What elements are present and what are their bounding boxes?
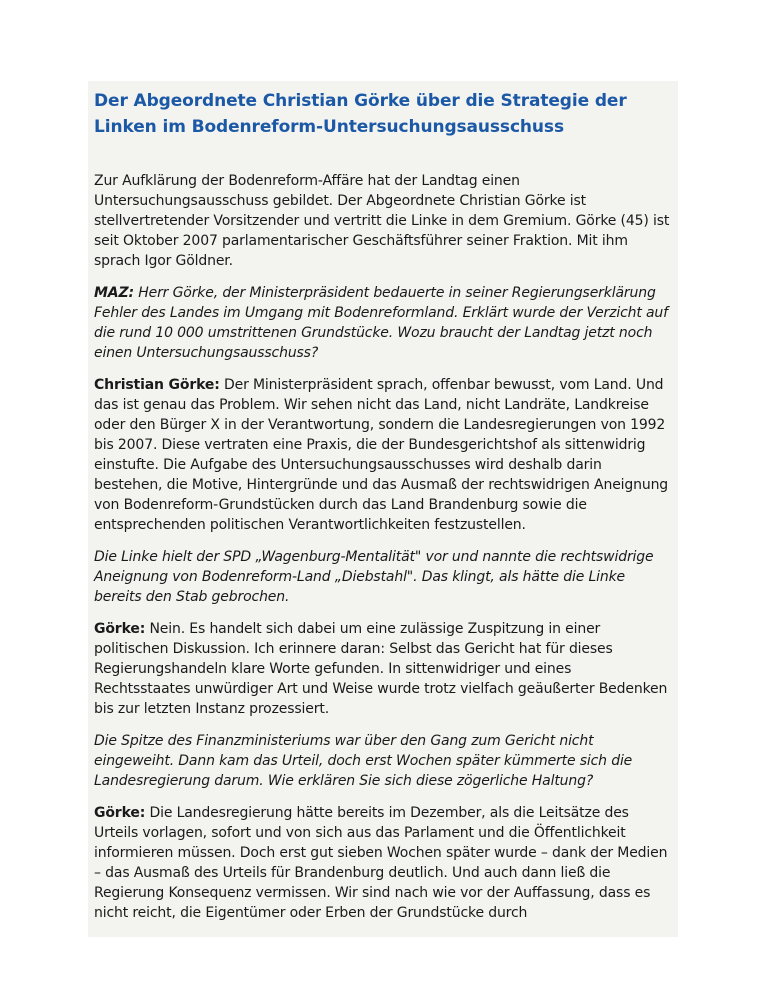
answer-2-text: Nein. Es handelt sich dabei um eine zulässige Zuspitzung in einer politischen Diskussion. Ich erinnere daran: Selbst das Gericht hat für dieses Regierungshandeln klare Worte gefunden. In sittenwidriger und eines Rechtsstaates unwürdiger Art und Weise wurde trotz vielfach geäußerter Bedenken bis zur letzten Instanz prozessiert.	[94, 621, 668, 717]
article-body	[94, 171, 670, 923]
answer-1-lead: Christian Görke:	[94, 377, 220, 393]
question-1-text: Herr Görke, der Ministerpräsident bedauerte in seiner Regierungserklärung Fehler des Landes im Umgang mit Bodenreformland. Erklärt wurde der Verzicht auf die rund 10 000 umstrittenen Grundstücke. Wozu braucht der Landtag jetzt noch einen Untersuchungsausschuss?	[94, 285, 668, 361]
paragraph-answer-3	[94, 803, 670, 923]
paragraph-question-2	[94, 547, 670, 607]
question-2-text: Die Linke hielt der SPD „Wagenburg-Mentalität" vor und nannte die rechtswidrige Aneignung von Bodenreform-Land „Diebstahl". Das klingt, als hätte die Linke bereits den Stab gebrochen.	[94, 549, 654, 605]
paragraph-intro	[94, 171, 670, 271]
article-page	[88, 81, 678, 937]
article-title: Der Abgeordnete Christian Görke über die Strategie der Linken im Bodenreform-Untersuchungsausschuss	[94, 91, 627, 137]
paragraph-intro-text: Zur Aufklärung der Bodenreform-Affäre hat der Landtag einen Untersuchungsausschuss gebildet. Der Abgeordnete Christian Görke ist stellvertretender Vorsitzender und vertritt die Linke in dem Gremium. Görke (45) ist seit Oktober 2007 parlamentarischer Geschäftsführer seiner Fraktion. Mit ihm sprach Igor Göldner.	[94, 173, 670, 269]
paragraph-answer-2	[94, 619, 670, 719]
answer-3-lead: Görke:	[94, 805, 146, 821]
question-1-lead: MAZ:	[94, 285, 134, 301]
paragraph-question-3	[94, 731, 670, 791]
paragraph-answer-1	[94, 375, 670, 535]
answer-1-text: Der Ministerpräsident sprach, offenbar bewusst, vom Land. Und das ist genau das Problem. Wir sehen nicht das Land, nicht Landräte, Landkreise oder den Bürger X in der Verantwortung, sondern die Landesregierungen von 1992 bis 2007. Diese vertraten eine Praxis, die der Bundesgerichtshof als sittenwidrig einstufte. Die Aufgabe des Untersuchungsausschusses wird deshalb darin bestehen, die Motive, Hintergründe und das Ausmaß der rechtswidrigen Aneignung von Bodenreform-Grundstücken durch das Land Brandenburg sowie die entsprechenden politischen Verantwortlichkeiten festzustellen.	[94, 377, 669, 533]
answer-2-lead: Görke:	[94, 621, 146, 637]
question-3-text: Die Spitze des Finanzministeriums war über den Gang zum Gericht nicht eingeweiht. Dann kam das Urteil, doch erst Wochen später kümmerte sich die Landesregierung darum. Wie erklären Sie sich diese zögerliche Haltung?	[94, 733, 633, 789]
paragraph-question-1	[94, 283, 670, 363]
answer-3-text: Die Landesregierung hätte bereits im Dezember, als die Leitsätze des Urteils vorlagen, sofort und von sich aus das Parlament und die Öffentlichkeit informieren müssen. Doch erst gut sieben Wochen später wurde – dank der Medien – das Ausmaß des Urteils für Brandenburg deutlich. Und auch dann ließ die Regierung Konsequenz vermissen. Wir sind nach wie vor der Auffassung, dass es nicht reicht, die Eigentümer oder Erben der Grundstücke durch	[94, 805, 668, 921]
